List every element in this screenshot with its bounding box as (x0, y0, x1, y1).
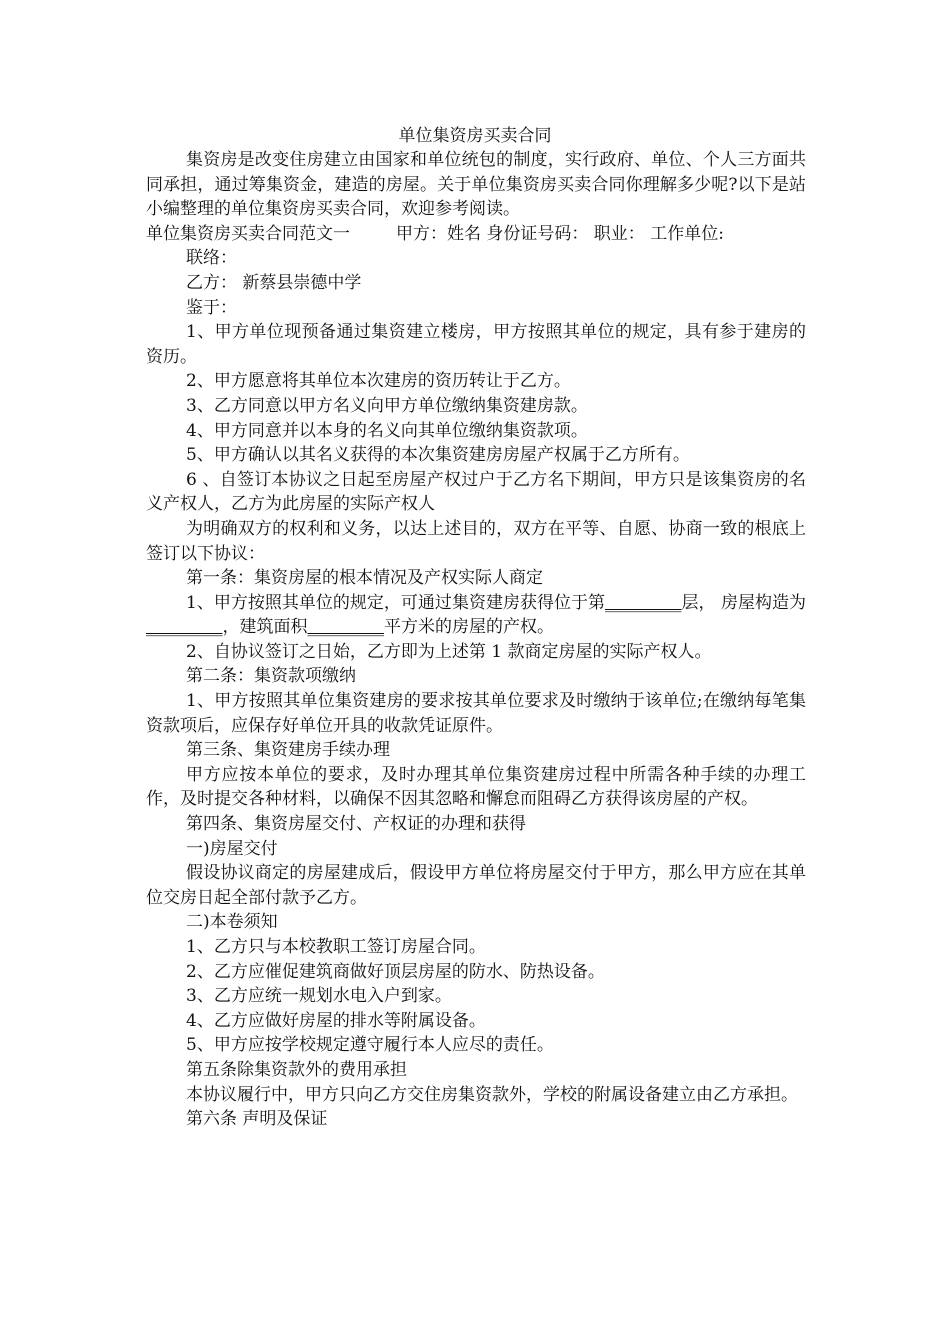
whereas-item-5: 5、甲方确认以其名义获得的本次集资建房房屋产权属于乙方所有。 (186, 445, 690, 466)
article-4-sub-2-heading: 二)本卷须知 (186, 912, 278, 933)
notice-item-1: 1、乙方只与本校教职工签订房屋合同。 (186, 937, 486, 957)
article-6-heading: 第六条 声明及保证 (186, 1109, 328, 1130)
article-1-heading: 第一条：集资房屋的根本情况及产权实际人商定 (186, 568, 543, 589)
whereas-heading: 鉴于： (186, 297, 237, 318)
purpose-paragraph: 为明确双方的权利和义务，以达上述目的，双方在平等、自愿、协商一致的根底上签订以下协议： (146, 518, 806, 564)
article-4-heading: 第四条、集资房屋交付、产权证的办理和获得 (186, 814, 526, 835)
notice-item-4: 4、乙方应做好房屋的排水等附属设备。 (186, 1010, 486, 1031)
whereas-item-2: 2、甲方愿意将其单位本次建房的资历转让于乙方。 (186, 371, 571, 392)
notice-item-3: 3、乙方应统一规划水电入户到家。 (186, 986, 452, 1007)
article-2-item-1: 1、甲方按照其单位集资建房的要求按其单位要求及时缴纳于该单位;在缴纳每笔集资款项后，应保存好单位开具的收款凭证原件。 (146, 691, 806, 736)
article-5-body: 本协议履行中，甲方只向乙方交住房集资款外，学校的附属设备建立由乙方承担。 (186, 1084, 798, 1105)
whereas-item-1: 1、甲方单位现预备通过集资建立楼房，甲方按照其单位的规定，具有参于建房的资历。 (146, 322, 806, 367)
article-1-item-2: 2、自协议签订之日始，乙方即为上述第 1 款商定房屋的实际产权人。 (186, 641, 712, 662)
floor-blank: _________ (605, 592, 682, 613)
article-5-heading: 第五条除集资款外的费用承担 (186, 1059, 407, 1080)
contact-line: 联络： (186, 248, 237, 269)
whereas-item-6: 6 、自签订本协议之日起至房屋产权过户于乙方名下期间，甲方只是该集资房的名义产权人，乙方为此房屋的实际产权人 (146, 469, 806, 515)
whereas-item-3: 3、乙方同意以甲方名义向甲方单位缴纳集资建房款。 (186, 395, 588, 416)
article-2-heading: 第二条：集资款项缴纳 (186, 666, 356, 687)
whereas-item-4: 4、甲方同意并以本身的名义向其单位缴纳集资款项。 (186, 420, 588, 441)
document-body (146, 148, 806, 1132)
sample-heading: 单位集资房买卖合同范文一 (146, 223, 350, 244)
article-1-item-1: 1、甲方按照其单位的规定，可通过集资建房获得位于第_________层， 房屋构造为_________，建筑面积_________平方米的房屋的产权。 (146, 592, 806, 638)
intro-paragraph: 集资房是改变住房建立由国家和单位统包的制度，实行政府、单位、个人三方面共同承担，通过筹集资金，建造的房屋。关于单位集资房买卖合同你理解多少呢?以下是站小编整理的单位集资房买卖合同，欢迎参考阅读。 (146, 150, 806, 220)
article-3-heading: 第三条、集资建房手续办理 (186, 740, 390, 761)
area-blank: _________ (307, 617, 384, 638)
party-a-line: 甲方：姓名 身份证号码： 职业： 工作单位: (396, 223, 724, 244)
structure-blank: _________ (146, 617, 223, 638)
notice-item-2: 2、乙方应催促建筑商做好顶层房屋的防水、防热设备。 (186, 961, 605, 982)
sample-heading-line (146, 222, 806, 247)
article-4-sub-1-heading: 一)房屋交付 (186, 838, 278, 859)
article-4-sub-1-body: 假设协议商定的房屋建成后，假设甲方单位将房屋交付于甲方，那么甲方应在其单位交房日起全部付款予乙方。 (146, 863, 806, 908)
document-title: 单位集资房买卖合同 (398, 126, 552, 146)
notice-item-5: 5、甲方应按学校规定遵守履行本人应尽的责任。 (186, 1035, 554, 1056)
article-3-body: 甲方应按本单位的要求，及时办理其单位集资建房过程中所需各种手续的办理工作，及时提交各种材料，以确保不因其忽略和懈怠而阻碍乙方获得该房屋的产权。 (146, 764, 806, 810)
party-b-line: 乙方： 新蔡县崇德中学 (186, 272, 362, 293)
